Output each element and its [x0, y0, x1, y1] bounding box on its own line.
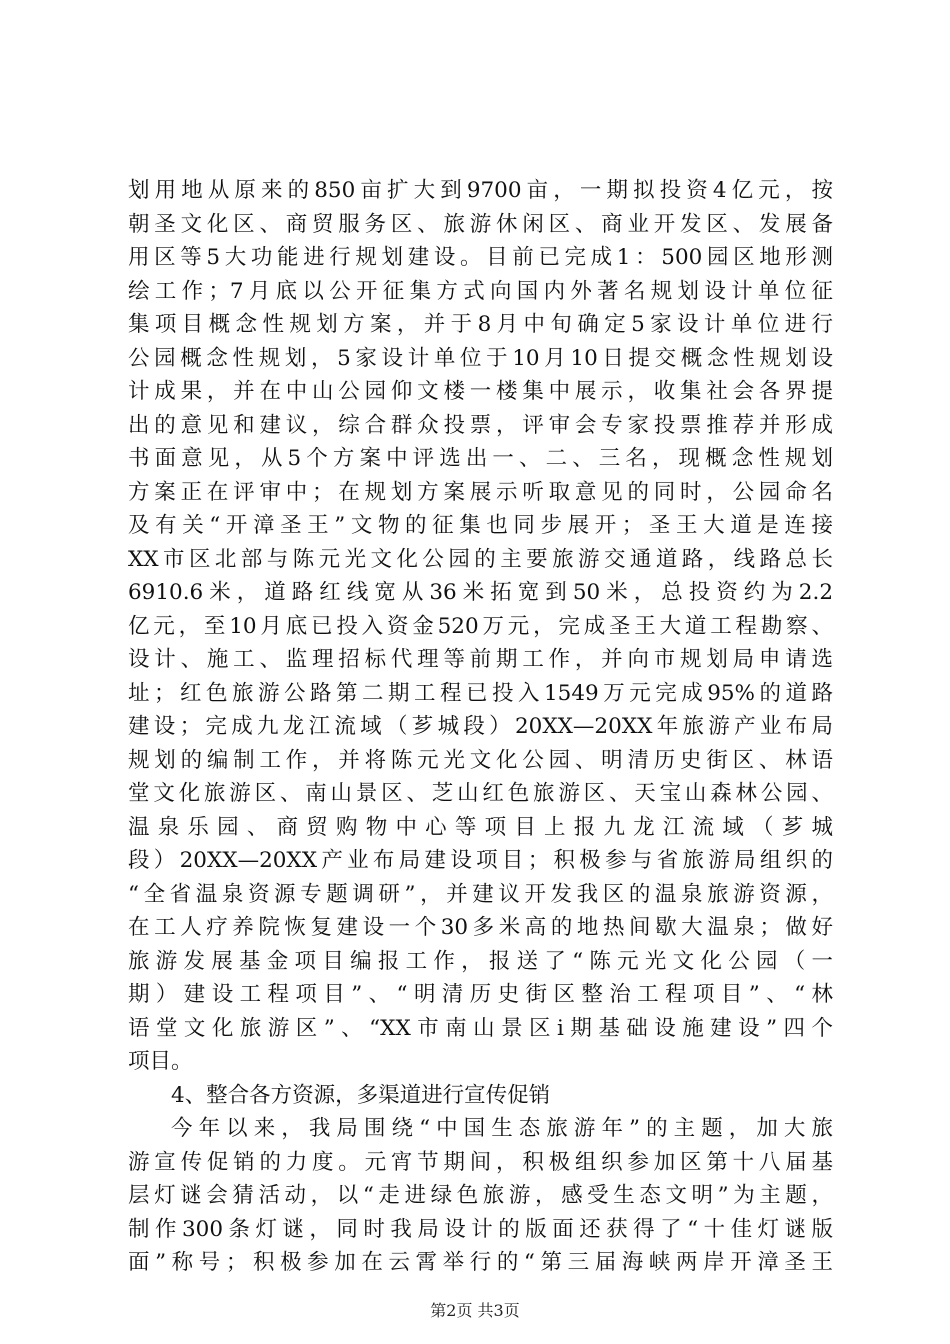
paragraph-1 — [128, 174, 833, 1079]
text-line: 层灯谜会猜活动，以“走进绿色旅游，感受生态文明”为主题， — [128, 1183, 833, 1208]
text-line: 公园概念性规划，5家设计单位于10月10日提交概念性规划设 — [128, 345, 833, 371]
section-heading: 4、整合各方资源，多渠道进行宣传促销 — [171, 1082, 551, 1108]
text-line: 6910.6米，道路红线宽从36米拓宽到50米，总投资约为2.2 — [128, 580, 833, 605]
paragraph-2 — [128, 1112, 833, 1280]
text-line: 语堂文化旅游区”、“XX市南山景区i期基础设施建设”四个 — [128, 1015, 833, 1041]
text-line: 朝圣文化区、商贸服务区、旅游休闲区、商业开发区、发展备 — [128, 211, 833, 237]
text-line: 游宣传促销的力度。元宵节期间，积极组织参加区第十八届基 — [128, 1149, 833, 1175]
text-line: 用区等5大功能进行规划建设。目前已完成1：500园区地形测 — [128, 245, 833, 270]
text-line: 制作300条灯谜，同时我局设计的版面还获得了“十佳灯谜版 — [128, 1216, 833, 1242]
text-line: 规划的编制工作，并将陈元光文化公园、明清历史街区、林语 — [128, 747, 833, 773]
text-line: 方案正在评审中；在规划方案展示听取意见的同时，公园命名 — [128, 479, 833, 505]
page-number-footer: 第2页 共3页 — [430, 1301, 520, 1320]
document-body — [128, 174, 833, 1280]
text-line: 绘工作；7月底以公开征集方式向国内外著名规划设计单位征 — [128, 278, 833, 304]
text-line: 设计、施工、监理招标代理等前期工作，并向市规划局申请选 — [128, 647, 833, 672]
text-line: 计成果，并在中山公园仰文楼一楼集中展示，收集社会各界提 — [128, 379, 833, 404]
text-line: “全省温泉资源专题调研”，并建议开发我区的温泉旅游资源， — [128, 881, 833, 907]
text-line: 亿元，至10月底已投入资金520万元，完成圣王大道工程勘察、 — [128, 613, 833, 639]
text-line: XX市区北部与陈元光文化公园的主要旅游交通道路，线路总长 — [128, 546, 833, 572]
text-line: 今年以来，我局围绕“中国生态旅游年”的主题，加大旅 — [171, 1116, 833, 1141]
text-line: 温泉乐园、商贸购物中心等项目上报九龙江流域（芗城 — [128, 814, 833, 840]
text-line: 堂文化旅游区、南山景区、芝山红色旅游区、天宝山森林公园、 — [128, 781, 833, 806]
text-line: 在工人疗养院恢复建设一个30多米高的地热间歇大温泉；做好 — [128, 915, 833, 940]
text-line: 段）20XX—20XX产业布局建设项目；积极参与省旅游局组织的 — [128, 848, 833, 873]
text-line: 旅游发展基金项目编报工作，报送了“陈元光文化公园（一 — [128, 948, 833, 974]
text-line: 址；红色旅游公路第二期工程已投入1549万元完成95%的道路 — [128, 680, 833, 706]
text-line: 项目。 — [128, 1049, 193, 1074]
text-line: 及有关“开漳圣王”文物的征集也同步展开；圣王大道是连接 — [128, 513, 833, 538]
text-line: 集项目概念性规划方案，并于8月中旬确定5家设计单位进行 — [128, 312, 833, 337]
text-line: 期）建设工程项目”、“明清历史街区整治工程项目”、“林 — [128, 982, 833, 1007]
text-line: 建设；完成九龙江流域（芗城段）20XX—20XX年旅游产业布局 — [128, 714, 833, 739]
text-line: 出的意见和建议，综合群众投票，评审会专家投票推荐并形成 — [128, 412, 833, 438]
text-line: 书面意见，从5个方案中评选出一、二、三名，现概念性规划 — [128, 446, 833, 471]
text-line: 划用地从原来的850亩扩大到9700亩，一期拟投资4亿元，按 — [128, 178, 833, 203]
text-line: 面”称号；积极参加在云霄举行的“第三届海峡两岸开漳圣王 — [128, 1250, 833, 1275]
